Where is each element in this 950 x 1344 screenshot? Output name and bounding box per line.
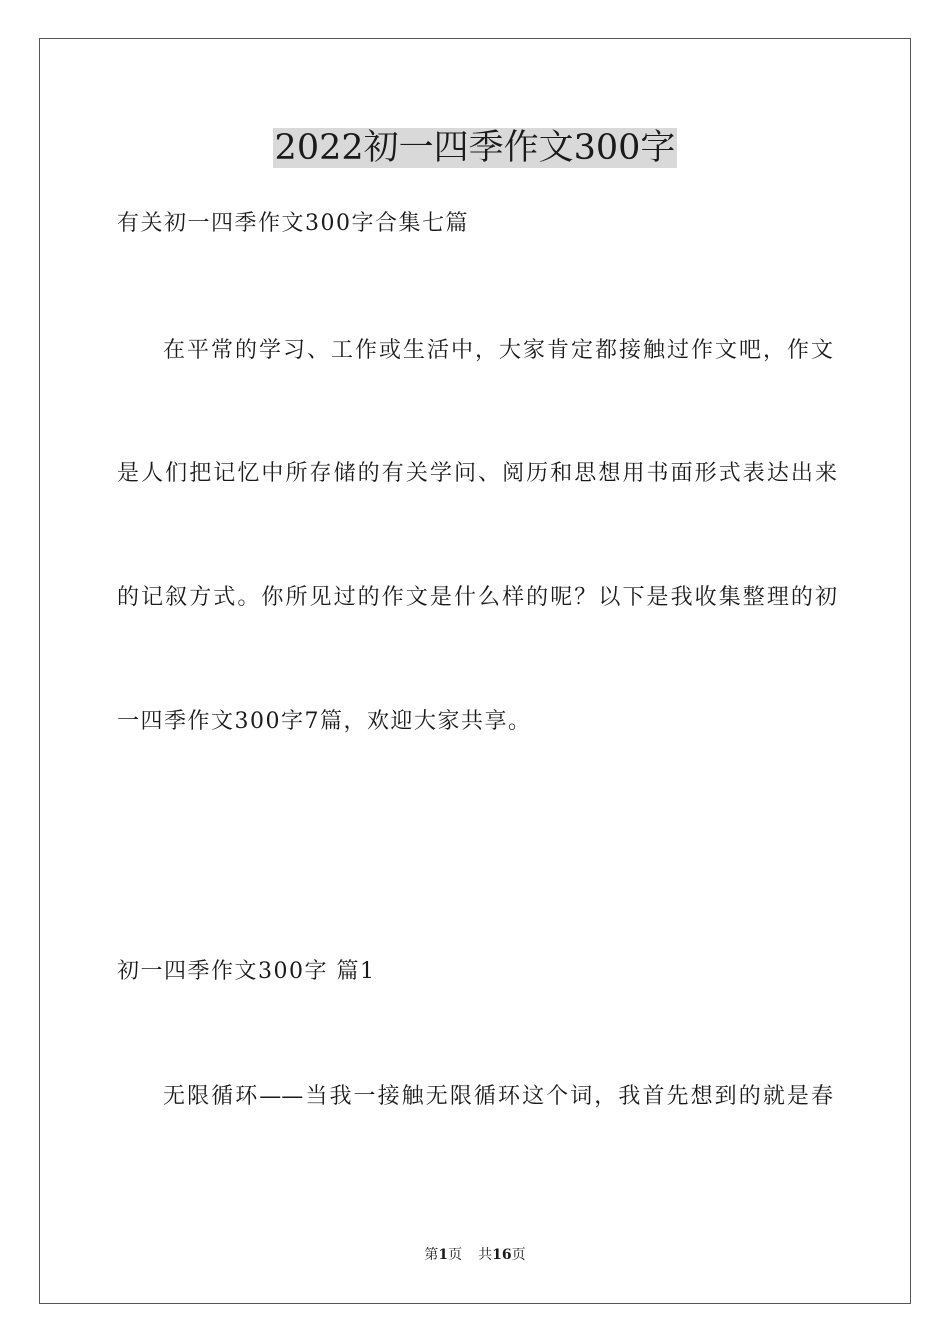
- intro-line-3: 的记叙方式。你所见过的作文是什么样的呢？以下是我收集整理的初: [117, 585, 837, 610]
- document-subtitle: 有关初一四季作文300字合集七篇: [117, 211, 469, 236]
- footer-page-current: 1: [438, 1247, 449, 1263]
- document-title-text: 2022初一四季作文300字: [274, 128, 676, 168]
- footer-total-prefix: 共: [478, 1247, 493, 1263]
- intro-line-2: 是人们把记忆中所存储的有关学问、阅历和思想用书面形式表达出来: [117, 461, 837, 486]
- page-footer: [0, 1245, 950, 1265]
- document-title: [0, 122, 950, 174]
- intro-line-1: 在平常的学习、工作或生活中，大家肯定都接触过作文吧，作文: [163, 338, 833, 363]
- footer-page-total: 16: [492, 1247, 512, 1263]
- footer-page-prefix: 第: [424, 1247, 439, 1263]
- footer-total-suffix: 页: [511, 1247, 526, 1263]
- section-heading: 初一四季作文300字 篇1: [117, 959, 376, 984]
- section-first-line: 无限循环——当我一接触无限循环这个词，我首先想到的就是春: [163, 1084, 833, 1109]
- intro-line-4: 一四季作文300字7篇，欢迎大家共享。: [117, 709, 532, 734]
- footer-page-suffix: 页: [448, 1247, 463, 1263]
